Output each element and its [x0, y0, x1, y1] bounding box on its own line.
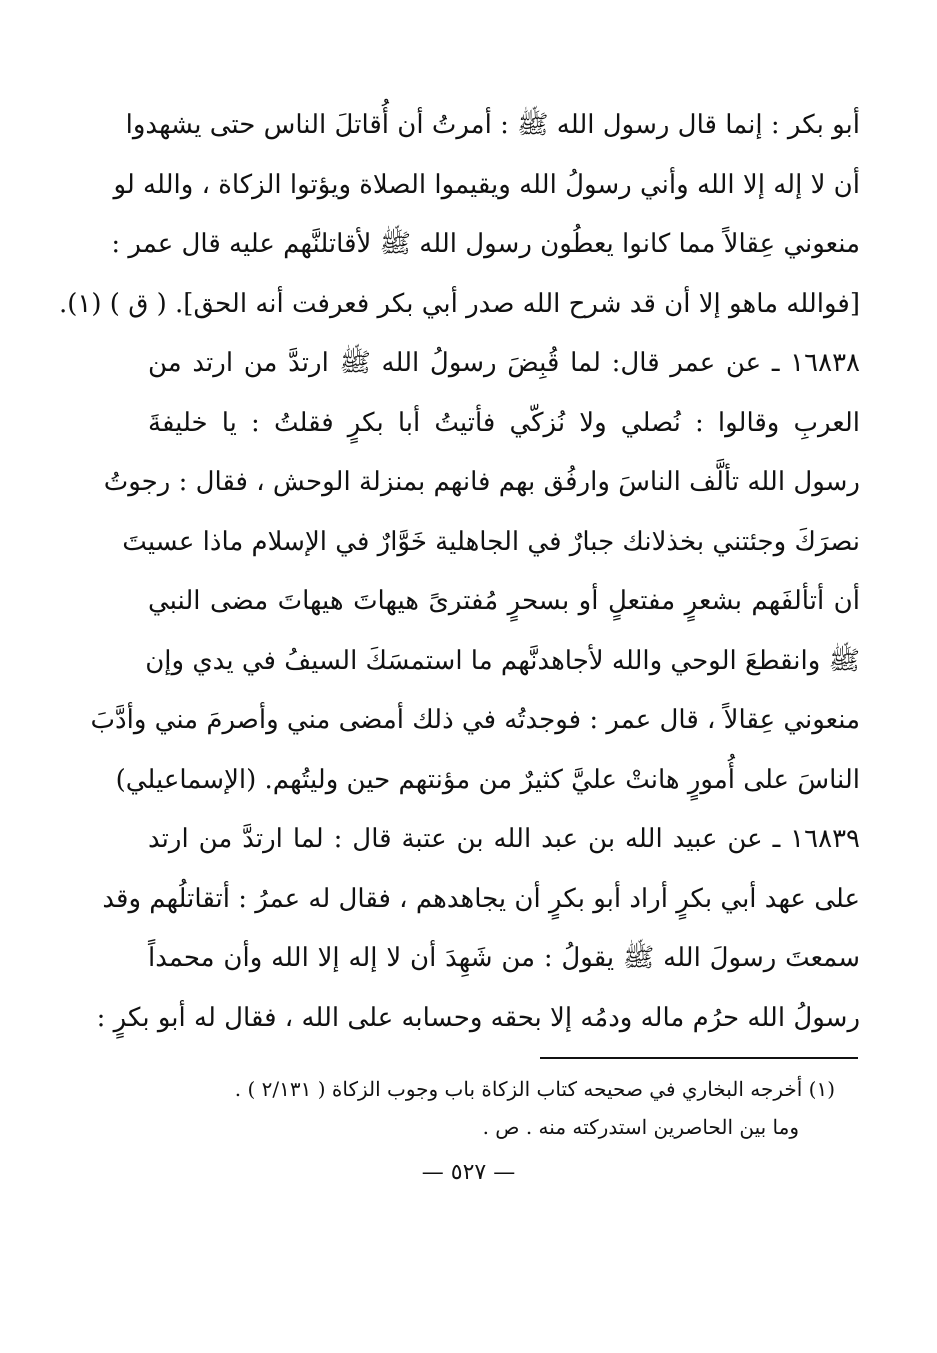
- main-text: [58, 96, 860, 1048]
- text-line-2: أن لا إله إلا الله وأني رسولُ الله ويقيموا الصلاة ويؤتوا الزكاة ، والله لو: [113, 169, 860, 200]
- text-line-4: [فوالله ماهو إلا أن قد شرح الله صدر أبي بكر فعرفت أنه الحق]. ( ق ) (١).: [58, 288, 860, 319]
- footnote-line-1: (١) أخرجه البخاري في صحيحه كتاب الزكاة باب وجوب الزكاة ( ٢/١٣١ ) .: [234, 1077, 835, 1101]
- text-line-15: سمعتَ رسولَ الله ﷺ يقولُ : من شَهِدَ أن لا إله إلا الله وأن محمداً: [148, 943, 860, 973]
- text-line-9: أن أتألفَهم بشعرٍ مفتعلٍ أو بسحرٍ مُفترىً هيهاتَ هيهاتَ مضى النبي: [148, 586, 860, 616]
- text-line-1: أبو بكر : إنما قال رسول الله ﷺ : أمرتُ أن أُقاتلَ الناس حتى يشهدوا: [125, 110, 860, 140]
- text-line-14: على عهد أبي بكرٍ أراد أبو بكرٍ أن يجاهدهم ، فقال له عمرُ : أتقاتلُهم وقد: [102, 883, 860, 914]
- text-line-8: نصرَكَ وجئتني بخذلانك جبارٌ في الجاهلية خَوَّارٌ في الإسلام ماذا عسيتَ: [122, 526, 860, 557]
- page-number: — ٥٢٧ —: [421, 1160, 516, 1185]
- text-line-13: ١٦٨٣٩ ـ عن عبيد الله بن عبد الله بن عتبة قال : لما ارتدَّ من ارتد: [148, 824, 860, 854]
- text-line-7: رسول الله تألَّف الناسَ وارفُق بهم فانهم بمنزلة الوحش ، فقال : رجوتُ: [103, 467, 860, 497]
- text-line-6: العربِ وقالوا : نُصلي ولا نُزكّي فأتيتُ أبا بكرٍ فقلتُ : يا خليفةَ: [148, 407, 860, 438]
- footnote-divider: [540, 1057, 858, 1059]
- footnotes: [150, 1070, 835, 1146]
- text-line-16: رسولُ الله حرُم ماله ودمُه إلا بحقه وحسابه على الله ، فقال له أبو بكرٍ :: [96, 1002, 860, 1033]
- text-line-3: منعوني عِقالاً مما كانوا يعطُون رسول الله ﷺ لأقاتلنَّهم عليه قال عمر :: [111, 229, 860, 259]
- footnote-line-2: وما بين الحاصرين استدركته منه . ص .: [482, 1115, 799, 1139]
- text-line-12: الناسَ على أُمورٍ هانتْ عليَّ كثيرٌ من مؤنتهم حين وليتُهم. (الإسماعيلي): [115, 764, 860, 795]
- text-line-11: منعوني عِقالاً ، قال عمر : فوجدتُه في ذلك أمضى مني وأصرمَ مني وأدَّبَ: [90, 705, 860, 735]
- text-line-10: ﷺ وانقطعَ الوحي والله لأجاهدنَّهم ما استمسَكَ السيفُ في يدي وإن: [145, 645, 860, 676]
- text-line-5: ١٦٨٣٨ ـ عن عمر قال: لما قُبِضَ رسولُ الله ﷺ ارتدَّ من ارتد من: [148, 348, 860, 378]
